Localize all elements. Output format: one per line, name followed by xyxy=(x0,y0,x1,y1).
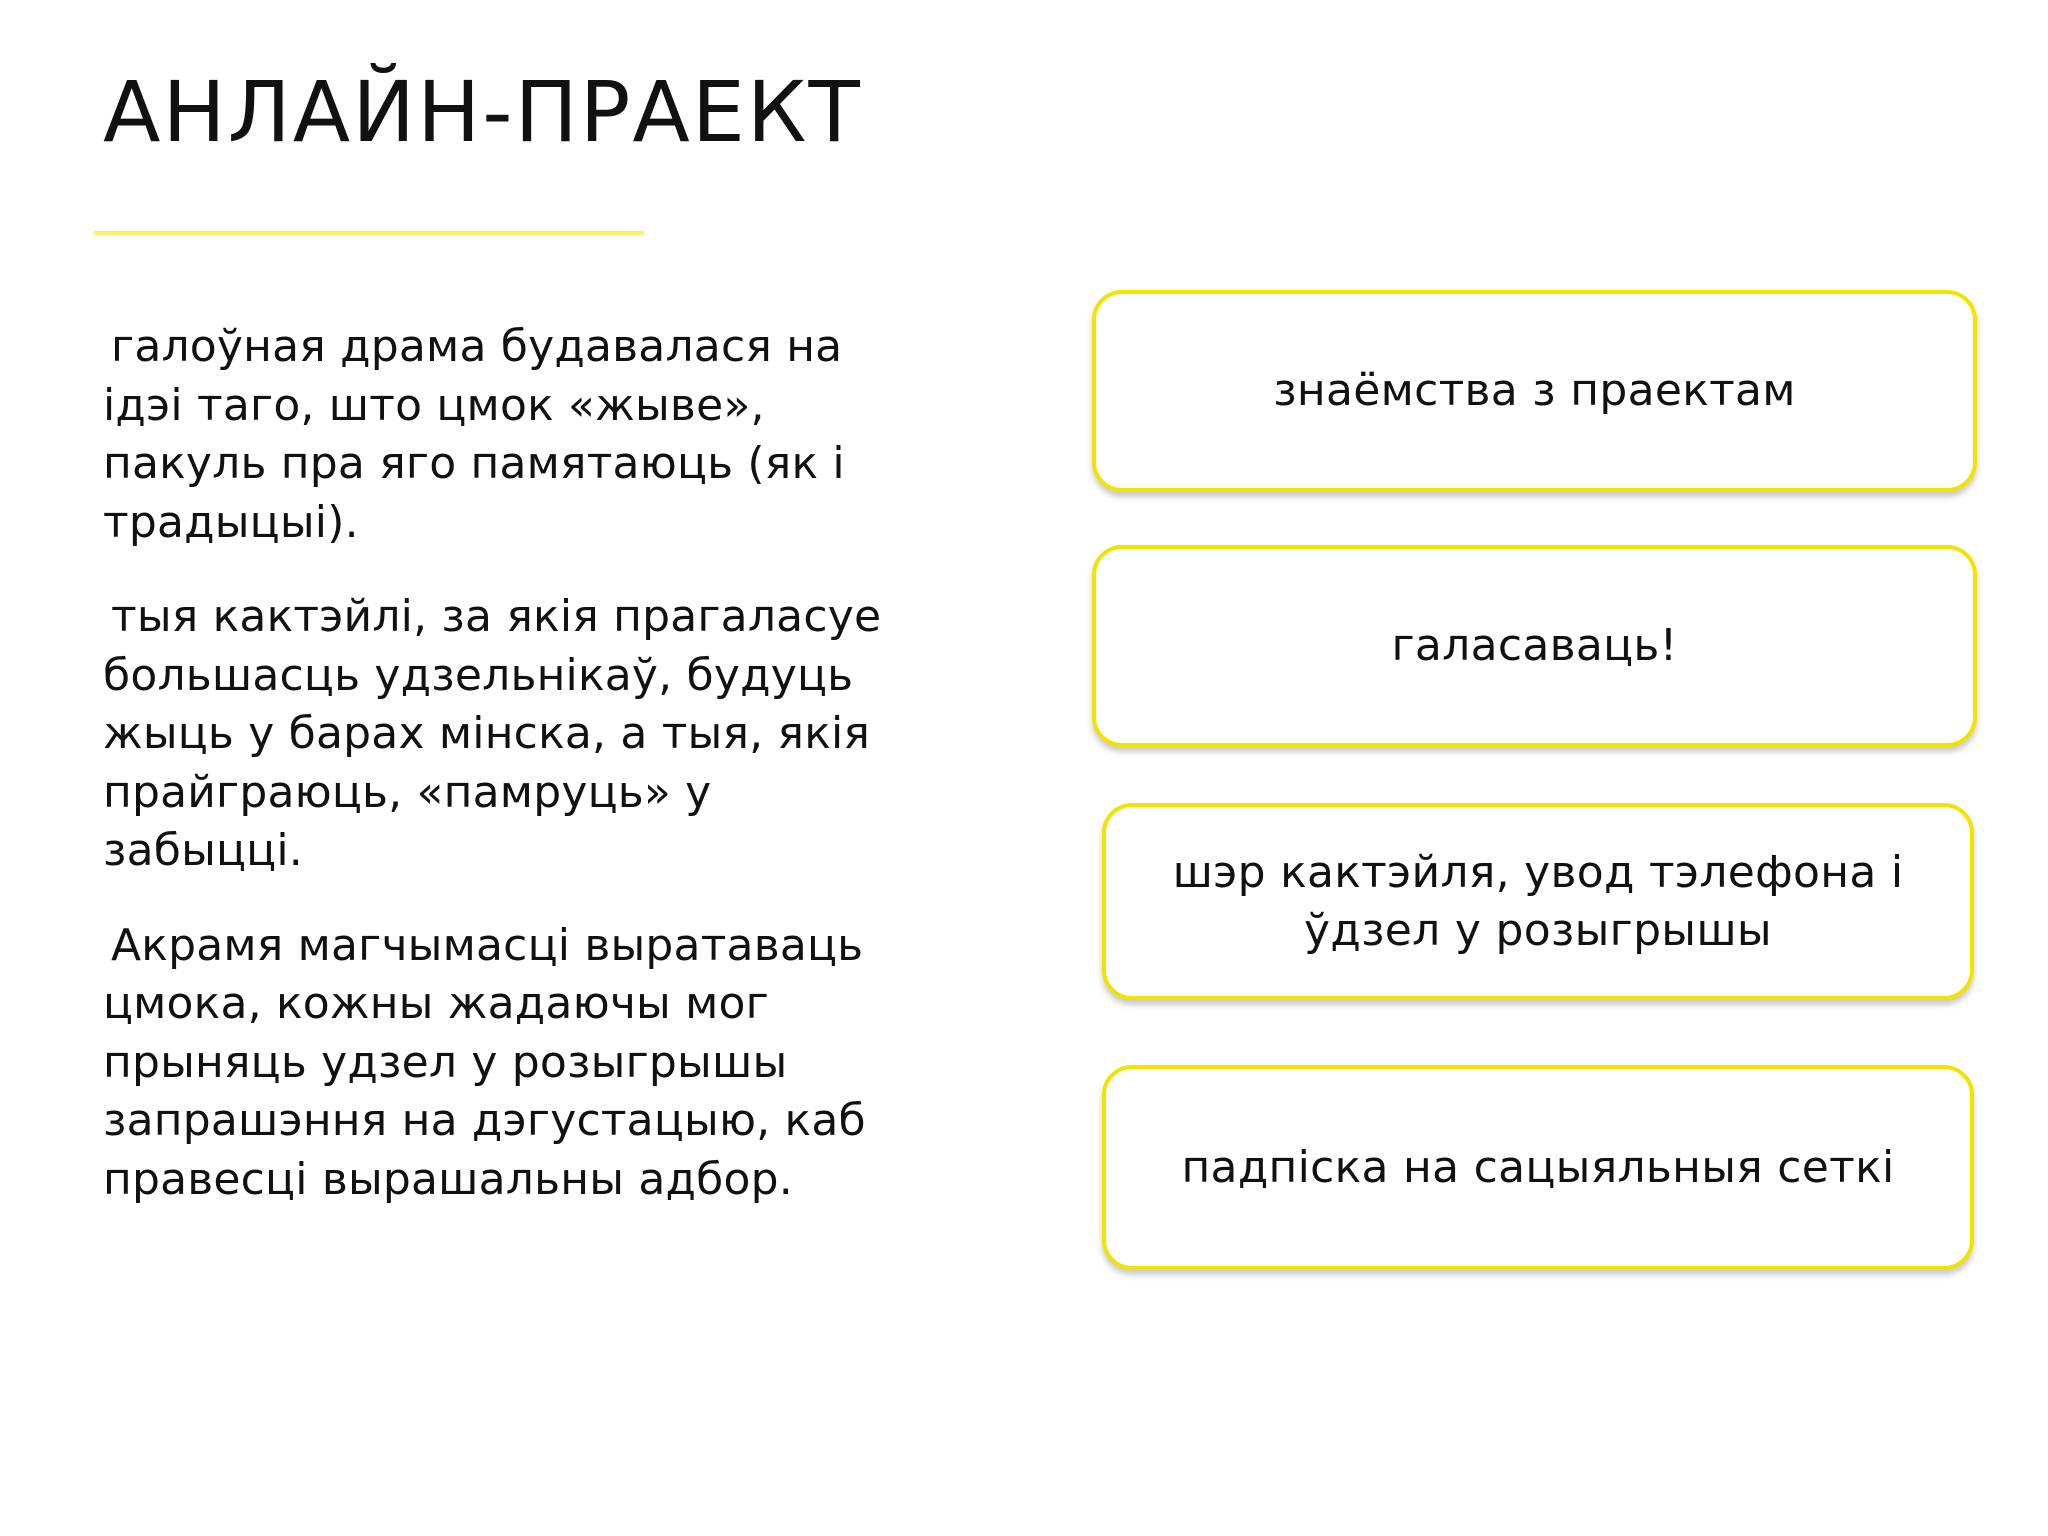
step-card-label: знаёмства з праектам xyxy=(1273,365,1796,416)
slide-title: АНЛАЙН-ПРАЕКТ xyxy=(103,63,862,161)
step-card-label: шэр кактэйля, увод тэлефона і ўдзел у розыгрышы xyxy=(1172,846,1904,956)
description-column xyxy=(103,318,903,1245)
paragraph-2: тыя кактэйлі, за якія прагаласуе большасць удзельнікаў, будуць жыць у барах мінска, а тыя, якія прайграюць, «памруць» у забыцці. xyxy=(103,591,882,876)
paragraph-1: галоўная драма будавалася на ідэі таго, што цмок «жыве», пакуль пра яго памятаюць (як і традыцыі). xyxy=(103,321,845,548)
step-card-intro[interactable] xyxy=(1092,290,1977,492)
paragraph-3: Акрамя магчымасці выратаваць цмока, кожны жадаючы мог прыняць удзел у розыгрышы запрашэння на дэгустацыю, каб правесці вырашальны адбор. xyxy=(103,919,866,1205)
step-card-vote[interactable] xyxy=(1092,545,1977,747)
step-card-subscribe[interactable] xyxy=(1102,1065,1974,1270)
title-divider xyxy=(94,231,644,235)
step-card-label: падпіска на сацыяльныя сеткі xyxy=(1181,1141,1895,1193)
step-card-label: галасаваць! xyxy=(1391,620,1678,671)
step-card-share[interactable] xyxy=(1102,803,1974,1000)
